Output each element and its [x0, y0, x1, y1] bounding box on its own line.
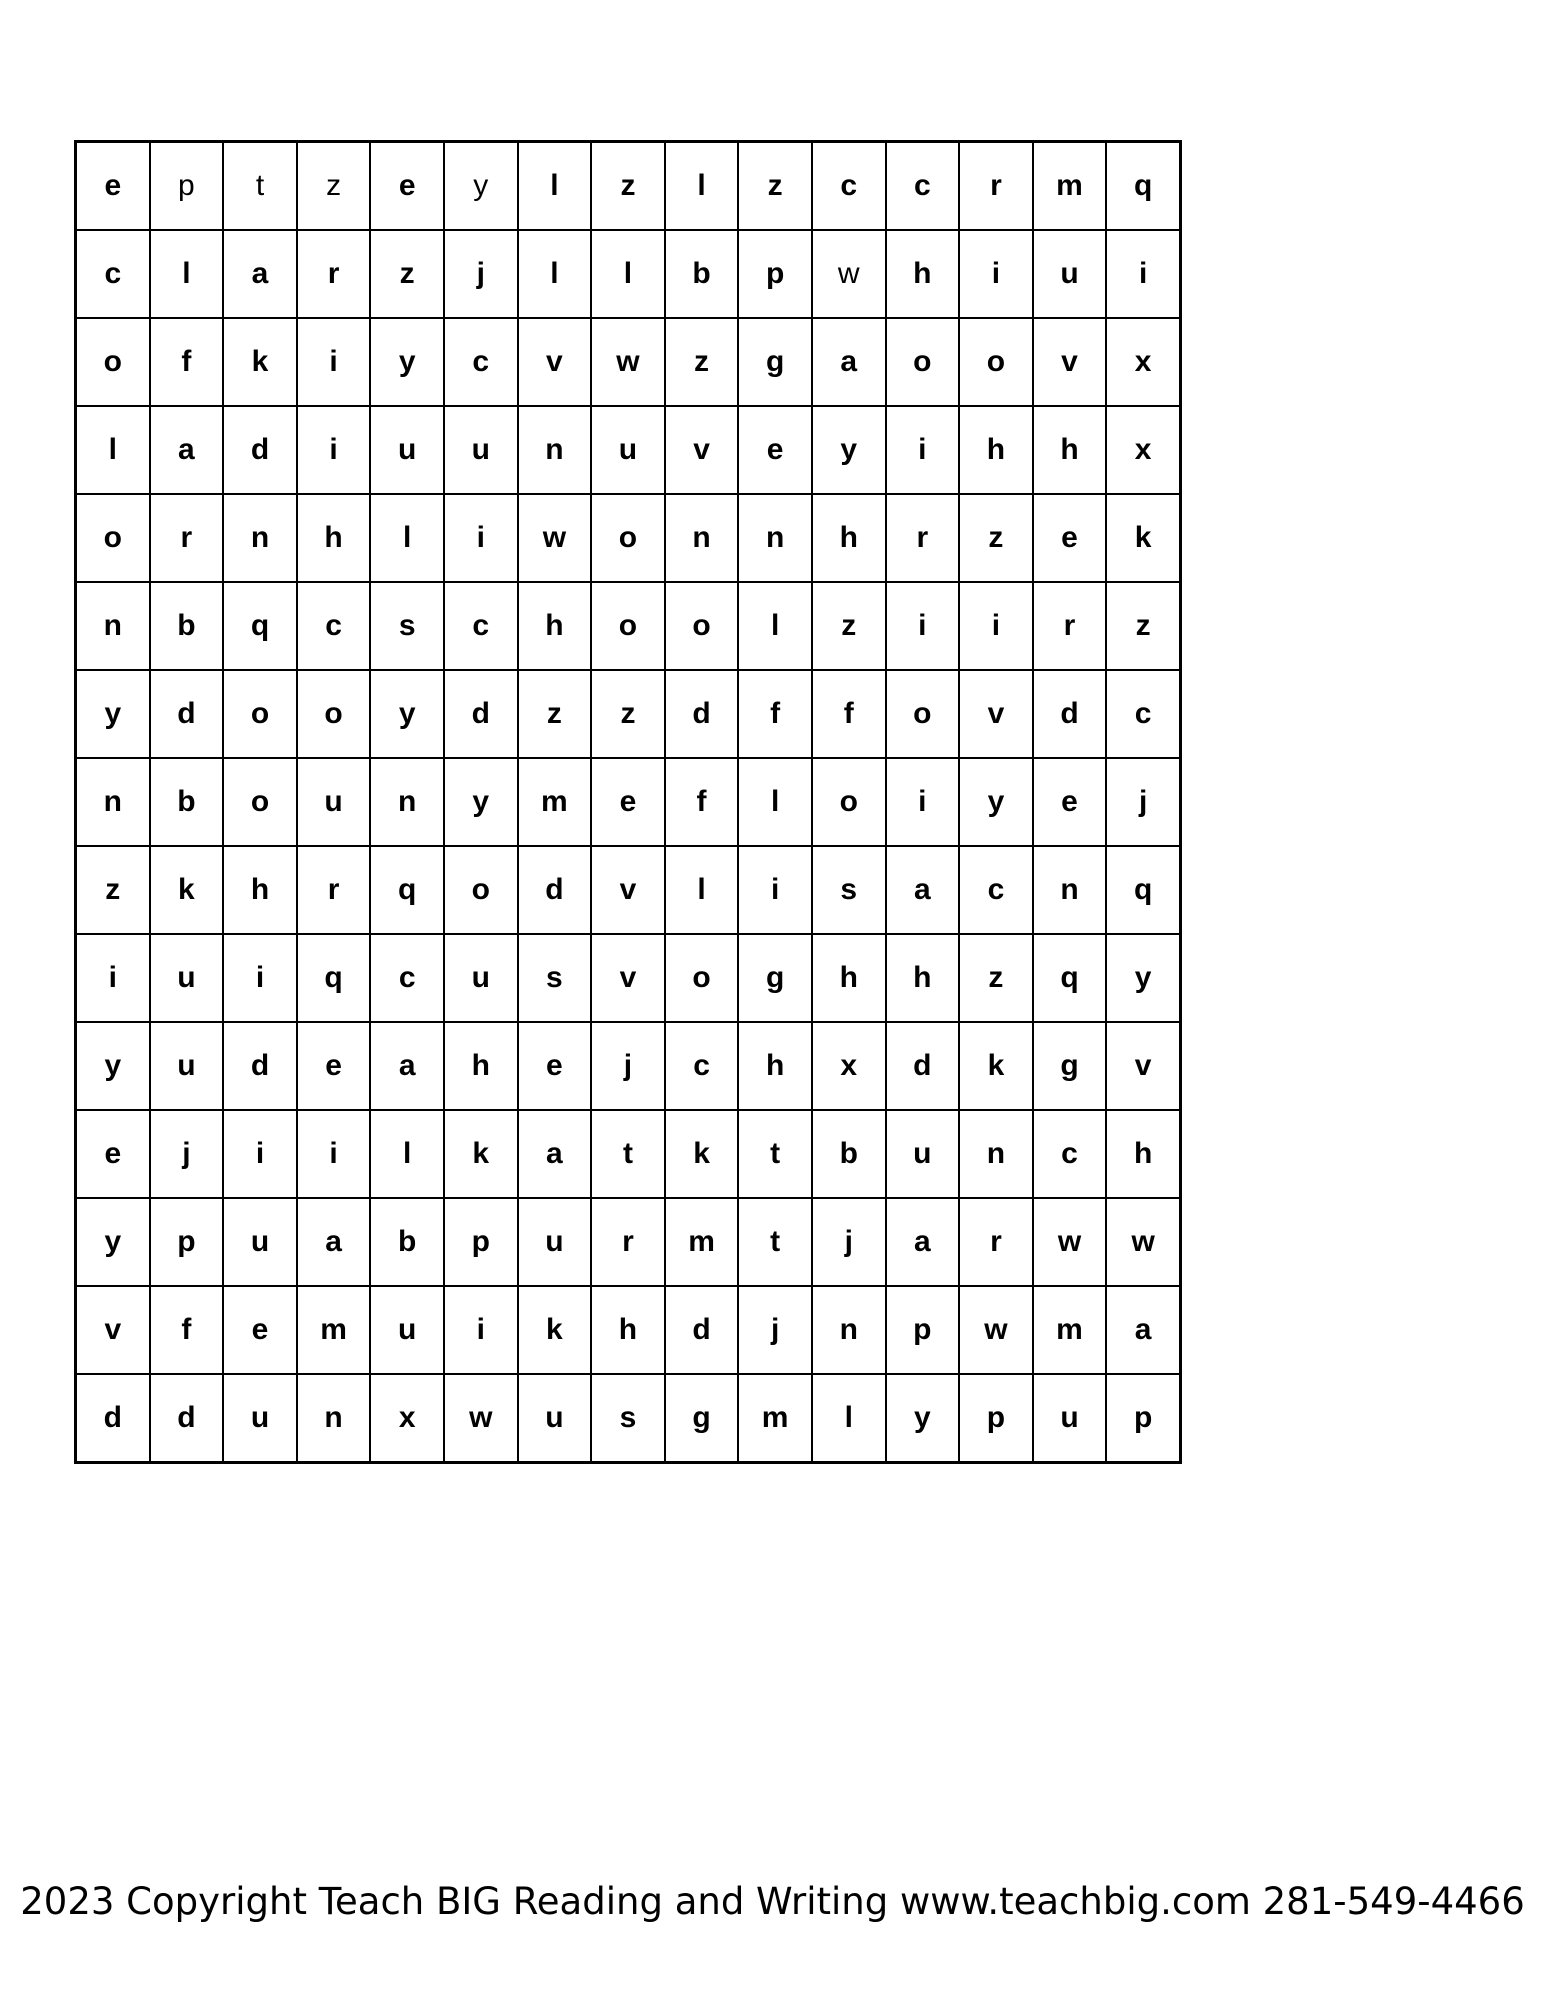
word-search-cell[interactable]: r [1033, 582, 1107, 670]
word-search-cell[interactable]: s [812, 846, 886, 934]
word-search-cell[interactable]: k [665, 1110, 739, 1198]
word-search-cell[interactable]: y [444, 142, 518, 231]
word-search-cell[interactable]: r [959, 142, 1033, 231]
word-search-cell[interactable]: h [812, 494, 886, 582]
word-search-cell[interactable]: f [738, 670, 812, 758]
word-search-cell[interactable]: z [959, 494, 1033, 582]
word-search-cell[interactable]: z [665, 318, 739, 406]
word-search-cell[interactable]: i [1106, 230, 1180, 318]
word-search-cell[interactable]: l [518, 230, 592, 318]
word-search-cell[interactable]: u [370, 406, 444, 494]
word-search-cell[interactable]: z [370, 230, 444, 318]
word-search-cell[interactable]: w [1033, 1198, 1107, 1286]
word-search-row [76, 1198, 1181, 1286]
word-search-row [76, 142, 1181, 231]
word-search-cell[interactable]: y [76, 1022, 150, 1110]
word-search-cell[interactable]: o [591, 494, 665, 582]
word-search-cell[interactable]: h [591, 1286, 665, 1374]
word-search-cell[interactable]: y [886, 1374, 960, 1463]
word-search-row [76, 670, 1181, 758]
word-search-cell[interactable]: c [444, 582, 518, 670]
word-search-cell[interactable]: g [1033, 1022, 1107, 1110]
word-search-cell[interactable]: b [370, 1198, 444, 1286]
word-search-cell[interactable]: o [223, 758, 297, 846]
word-search-cell[interactable]: q [223, 582, 297, 670]
word-search-cell[interactable]: a [150, 406, 224, 494]
word-search-cell[interactable]: l [665, 846, 739, 934]
word-search-cell[interactable]: m [738, 1374, 812, 1463]
word-search-cell[interactable]: i [886, 406, 960, 494]
word-search-cell[interactable]: m [1033, 142, 1107, 231]
word-search-cell[interactable]: n [812, 1286, 886, 1374]
word-search-cell[interactable]: b [665, 230, 739, 318]
word-search-cell[interactable]: i [76, 934, 150, 1022]
word-search-cell[interactable]: k [518, 1286, 592, 1374]
word-search-cell[interactable]: n [76, 758, 150, 846]
word-search-row [76, 494, 1181, 582]
word-search-cell[interactable]: j [738, 1286, 812, 1374]
word-search-cell[interactable]: v [1106, 1022, 1180, 1110]
word-search-cell[interactable]: h [1033, 406, 1107, 494]
word-search-cell[interactable]: u [444, 406, 518, 494]
word-search-cell[interactable]: n [738, 494, 812, 582]
word-search-cell[interactable]: y [370, 318, 444, 406]
word-search-cell[interactable]: e [370, 142, 444, 231]
word-search-cell[interactable]: o [444, 846, 518, 934]
word-search-cell[interactable]: c [1106, 670, 1180, 758]
word-search-cell[interactable]: u [518, 1198, 592, 1286]
word-search-cell[interactable]: e [76, 142, 150, 231]
word-search-cell[interactable]: i [444, 1286, 518, 1374]
word-search-cell[interactable]: h [959, 406, 1033, 494]
word-search-cell[interactable]: o [591, 582, 665, 670]
word-search-cell[interactable]: a [812, 318, 886, 406]
word-search-cell[interactable]: p [886, 1286, 960, 1374]
word-search-cell[interactable]: j [150, 1110, 224, 1198]
word-search-cell[interactable]: i [223, 1110, 297, 1198]
word-search-cell[interactable]: l [370, 1110, 444, 1198]
word-search-cell[interactable]: i [297, 318, 371, 406]
word-search-cell[interactable]: o [886, 318, 960, 406]
word-search-cell[interactable]: z [297, 142, 371, 231]
word-search-cell[interactable]: y [444, 758, 518, 846]
word-search-cell[interactable]: u [1033, 1374, 1107, 1463]
word-search-cell[interactable]: c [297, 582, 371, 670]
word-search-cell[interactable]: r [591, 1198, 665, 1286]
word-search-row [76, 318, 1181, 406]
word-search-cell[interactable]: i [738, 846, 812, 934]
footer [0, 1880, 1545, 1923]
word-search-cell[interactable]: w [959, 1286, 1033, 1374]
word-search-cell[interactable]: t [223, 142, 297, 231]
word-search-cell[interactable]: y [812, 406, 886, 494]
word-search-cell[interactable]: d [223, 1022, 297, 1110]
word-search-cell[interactable]: a [297, 1198, 371, 1286]
word-search-cell[interactable]: n [665, 494, 739, 582]
word-search-cell[interactable]: p [738, 230, 812, 318]
word-search-cell[interactable]: g [738, 318, 812, 406]
word-search-cell[interactable]: d [1033, 670, 1107, 758]
word-search-cell[interactable]: o [665, 934, 739, 1022]
word-search-cell[interactable]: j [444, 230, 518, 318]
word-search-cell[interactable]: h [223, 846, 297, 934]
word-search-cell[interactable]: a [370, 1022, 444, 1110]
word-search-cell[interactable]: v [959, 670, 1033, 758]
word-search-cell[interactable]: r [886, 494, 960, 582]
word-search-cell[interactable]: q [297, 934, 371, 1022]
word-search-cell[interactable]: o [76, 318, 150, 406]
word-search-cell[interactable]: z [738, 142, 812, 231]
word-search-cell[interactable]: f [812, 670, 886, 758]
word-search-cell[interactable]: c [370, 934, 444, 1022]
word-search-cell[interactable]: j [812, 1198, 886, 1286]
word-search-cell[interactable]: i [959, 230, 1033, 318]
word-search-cell[interactable]: t [738, 1198, 812, 1286]
word-search-cell[interactable]: o [665, 582, 739, 670]
word-search-cell[interactable]: l [76, 406, 150, 494]
word-search-cell[interactable]: q [1033, 934, 1107, 1022]
word-search-cell[interactable]: z [591, 670, 665, 758]
word-search-cell[interactable]: u [150, 1022, 224, 1110]
word-search-row [76, 1286, 1181, 1374]
word-search-cell[interactable]: z [959, 934, 1033, 1022]
word-search-cell[interactable]: h [738, 1022, 812, 1110]
word-search-cell[interactable]: v [1033, 318, 1107, 406]
word-search-cell[interactable]: o [812, 758, 886, 846]
word-search-cell[interactable]: m [297, 1286, 371, 1374]
word-search-cell[interactable]: u [223, 1374, 297, 1463]
word-search-cell[interactable]: l [738, 758, 812, 846]
word-search-cell[interactable]: n [223, 494, 297, 582]
word-search-row [76, 846, 1181, 934]
word-search-cell[interactable]: w [518, 494, 592, 582]
word-search-cell[interactable]: k [444, 1110, 518, 1198]
word-search-cell[interactable]: a [1106, 1286, 1180, 1374]
word-search-cell[interactable]: l [370, 494, 444, 582]
word-search-cell[interactable]: f [665, 758, 739, 846]
word-search-cell[interactable]: f [150, 318, 224, 406]
word-search-cell[interactable]: g [665, 1374, 739, 1463]
copyright-text: 2023 Copyright Teach BIG Reading and Writing www.teachbig.com 281-549-4466 [20, 1880, 1525, 1923]
word-search-cell[interactable]: r [297, 846, 371, 934]
word-search-cell[interactable]: i [886, 758, 960, 846]
word-search-row [76, 406, 1181, 494]
word-search-cell[interactable]: p [150, 1198, 224, 1286]
word-search-cell[interactable]: d [518, 846, 592, 934]
word-search-cell[interactable]: e [297, 1022, 371, 1110]
word-search-cell[interactable]: a [886, 846, 960, 934]
word-search-cell[interactable]: c [444, 318, 518, 406]
word-search-cell[interactable]: d [150, 670, 224, 758]
word-search-row [76, 230, 1181, 318]
word-search-cell[interactable]: n [1033, 846, 1107, 934]
word-search-grid [74, 140, 1182, 1464]
word-search-cell[interactable]: x [370, 1374, 444, 1463]
word-search-cell[interactable]: w [1106, 1198, 1180, 1286]
word-search-cell[interactable]: u [1033, 230, 1107, 318]
word-search-row [76, 934, 1181, 1022]
word-search-cell[interactable]: n [959, 1110, 1033, 1198]
word-search-cell[interactable]: k [223, 318, 297, 406]
word-search-cell[interactable]: p [150, 142, 224, 231]
word-search-cell[interactable]: y [959, 758, 1033, 846]
word-search-cell[interactable]: p [1106, 1374, 1180, 1463]
word-search-cell[interactable]: b [150, 582, 224, 670]
word-search-cell[interactable]: h [297, 494, 371, 582]
word-search-cell[interactable]: w [444, 1374, 518, 1463]
word-search-cell[interactable]: w [812, 230, 886, 318]
word-search-row [76, 758, 1181, 846]
word-search-cell[interactable]: n [518, 406, 592, 494]
word-search-cell[interactable]: c [76, 230, 150, 318]
word-search-cell[interactable]: d [150, 1374, 224, 1463]
word-search-cell[interactable]: r [297, 230, 371, 318]
word-search-cell[interactable]: v [665, 406, 739, 494]
word-search-cell[interactable]: g [738, 934, 812, 1022]
word-search-cell[interactable]: u [518, 1374, 592, 1463]
word-search-cell[interactable]: l [812, 1374, 886, 1463]
word-search-cell[interactable]: c [812, 142, 886, 231]
word-search-cell[interactable]: t [738, 1110, 812, 1198]
word-search-cell[interactable]: j [591, 1022, 665, 1110]
word-search-cell[interactable]: z [76, 846, 150, 934]
word-search-cell[interactable]: l [738, 582, 812, 670]
word-search-cell[interactable]: m [665, 1198, 739, 1286]
word-search-cell[interactable]: o [297, 670, 371, 758]
word-search-cell[interactable]: u [591, 406, 665, 494]
word-search-cell[interactable]: e [738, 406, 812, 494]
word-search-cell[interactable]: u [444, 934, 518, 1022]
word-search-cell[interactable]: q [1106, 846, 1180, 934]
word-search-cell[interactable]: z [1106, 582, 1180, 670]
word-search-row [76, 1110, 1181, 1198]
word-search-cell[interactable]: m [518, 758, 592, 846]
word-search-cell[interactable]: i [297, 406, 371, 494]
word-search-cell[interactable]: p [444, 1198, 518, 1286]
word-search-cell[interactable]: n [76, 582, 150, 670]
word-search-cell[interactable]: a [223, 230, 297, 318]
word-search-cell[interactable]: h [812, 934, 886, 1022]
word-search-cell[interactable]: q [1106, 142, 1180, 231]
word-search-cell[interactable]: l [150, 230, 224, 318]
word-search-cell[interactable]: h [886, 934, 960, 1022]
word-search-cell[interactable]: c [959, 846, 1033, 934]
word-search-cell[interactable]: e [1033, 758, 1107, 846]
word-search-cell[interactable]: z [518, 670, 592, 758]
word-search-cell[interactable]: h [886, 230, 960, 318]
word-search-puzzle [74, 140, 1155, 1464]
word-search-row [76, 1374, 1181, 1463]
word-search-cell[interactable]: t [591, 1110, 665, 1198]
word-search-cell[interactable]: v [76, 1286, 150, 1374]
word-search-cell[interactable]: u [886, 1110, 960, 1198]
word-search-cell[interactable]: k [1106, 494, 1180, 582]
word-search-cell[interactable]: u [223, 1198, 297, 1286]
word-search-cell[interactable]: d [665, 670, 739, 758]
word-search-cell[interactable]: o [886, 670, 960, 758]
word-search-cell[interactable]: h [444, 1022, 518, 1110]
word-search-cell[interactable]: u [150, 934, 224, 1022]
word-search-cell[interactable]: e [1033, 494, 1107, 582]
word-search-cell[interactable]: e [223, 1286, 297, 1374]
word-search-cell[interactable]: y [370, 670, 444, 758]
word-search-cell[interactable]: e [76, 1110, 150, 1198]
word-search-cell[interactable]: q [370, 846, 444, 934]
word-search-cell[interactable]: x [812, 1022, 886, 1110]
word-search-cell[interactable]: x [1106, 318, 1180, 406]
word-search-cell[interactable]: o [223, 670, 297, 758]
word-search-cell[interactable]: y [76, 670, 150, 758]
word-search-cell[interactable]: n [297, 1374, 371, 1463]
word-search-cell[interactable]: z [812, 582, 886, 670]
word-search-cell[interactable]: r [959, 1198, 1033, 1286]
word-search-cell[interactable]: f [150, 1286, 224, 1374]
word-search-cell[interactable]: v [518, 318, 592, 406]
word-search-cell[interactable]: h [1106, 1110, 1180, 1198]
word-search-cell[interactable]: l [591, 230, 665, 318]
word-search-cell[interactable]: c [886, 142, 960, 231]
word-search-cell[interactable]: x [1106, 406, 1180, 494]
word-search-cell[interactable]: o [76, 494, 150, 582]
word-search-cell[interactable]: v [591, 846, 665, 934]
word-search-cell[interactable]: u [370, 1286, 444, 1374]
word-search-cell[interactable]: e [591, 758, 665, 846]
word-search-grid-body [76, 142, 1181, 1463]
word-search-cell[interactable]: i [444, 494, 518, 582]
word-search-cell[interactable]: y [76, 1198, 150, 1286]
word-search-cell[interactable]: r [150, 494, 224, 582]
word-search-cell[interactable]: c [1033, 1110, 1107, 1198]
word-search-cell[interactable]: d [223, 406, 297, 494]
word-search-cell[interactable]: d [665, 1286, 739, 1374]
word-search-cell[interactable]: i [223, 934, 297, 1022]
word-search-cell[interactable]: e [518, 1022, 592, 1110]
word-search-cell[interactable]: m [1033, 1286, 1107, 1374]
word-search-cell[interactable]: p [959, 1374, 1033, 1463]
word-search-cell[interactable]: i [297, 1110, 371, 1198]
word-search-cell[interactable]: i [959, 582, 1033, 670]
word-search-cell[interactable]: s [370, 582, 444, 670]
word-search-cell[interactable]: z [591, 142, 665, 231]
word-search-cell[interactable]: i [886, 582, 960, 670]
word-search-cell[interactable]: b [150, 758, 224, 846]
word-search-cell[interactable]: v [591, 934, 665, 1022]
word-search-cell[interactable]: k [959, 1022, 1033, 1110]
word-search-cell[interactable]: b [812, 1110, 886, 1198]
word-search-cell[interactable]: o [959, 318, 1033, 406]
word-search-cell[interactable]: c [665, 1022, 739, 1110]
word-search-cell[interactable]: d [444, 670, 518, 758]
word-search-cell[interactable]: w [591, 318, 665, 406]
word-search-cell[interactable]: a [518, 1110, 592, 1198]
word-search-cell[interactable]: j [1106, 758, 1180, 846]
word-search-cell[interactable]: l [518, 142, 592, 231]
word-search-cell[interactable]: y [1106, 934, 1180, 1022]
word-search-cell[interactable]: h [518, 582, 592, 670]
word-search-cell[interactable]: s [591, 1374, 665, 1463]
word-search-cell[interactable]: a [886, 1198, 960, 1286]
word-search-cell[interactable]: d [76, 1374, 150, 1463]
word-search-cell[interactable]: d [886, 1022, 960, 1110]
word-search-cell[interactable]: s [518, 934, 592, 1022]
word-search-cell[interactable]: n [370, 758, 444, 846]
word-search-cell[interactable]: l [665, 142, 739, 231]
word-search-row [76, 1022, 1181, 1110]
word-search-cell[interactable]: u [297, 758, 371, 846]
word-search-row [76, 582, 1181, 670]
word-search-cell[interactable]: k [150, 846, 224, 934]
